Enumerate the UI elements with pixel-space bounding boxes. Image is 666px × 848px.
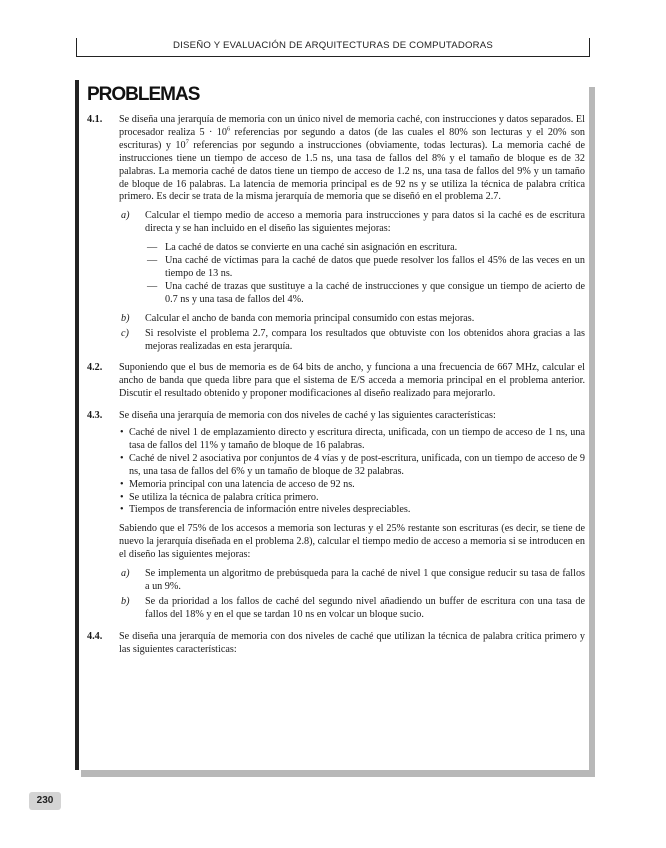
subquestion-list <box>119 210 585 353</box>
exponent: 6 <box>226 125 231 133</box>
subquestion-label: a) <box>121 210 130 222</box>
subquestion-text: Se implementa un algoritmo de prebúsqueda para la caché de nivel 1 que consigue reducir su tasa de fallos a un 9%. <box>145 568 585 592</box>
subquestion-text: Calcular el ancho de banda con memoria principal consumido con estas mejoras. <box>145 312 475 324</box>
subquestion-a <box>119 210 585 306</box>
characteristic-item <box>119 427 585 453</box>
problem-body <box>119 362 585 401</box>
characteristic-text: Se utiliza la técnica de palabra crítica primero. <box>129 491 319 503</box>
problem-number: 4.2. <box>87 362 103 374</box>
problem-statement <box>119 114 585 204</box>
bullet-mark: • <box>120 452 124 464</box>
bullet-mark: • <box>120 427 124 439</box>
section-title: PROBLEMAS <box>87 84 200 105</box>
subquestion-b <box>119 313 585 326</box>
problem-body <box>119 114 585 353</box>
problem-4-3 <box>87 410 585 622</box>
problem-4-2 <box>87 362 585 401</box>
problem-paragraph: Sabiendo que el 75% de los accesos a memoria son lecturas y el 25% restante son escrituras (es decir, se tiene de nuevo la jerarquía diseñada en el problema 2.8), calcular el tiempo medio de acceso a memoria si se introducen en el diseño las siguientes mejoras: <box>119 523 585 561</box>
problem-statement: Suponiendo que el bus de memoria es de 64 bits de ancho, y funciona a una frecuencia de 667 MHz, calcular el ancho de banda que queda libre para que el sistema de E/S acceda a memoria principal en el problema anterior. Discutir el resultado obtenido y proponer modificaciones al diseño realizado para mejorarlo. <box>119 362 585 400</box>
statement-part: referencias por segundo a instrucciones (obviamente, todas lecturas). La memoria caché de instrucciones tiene un tiempo de acceso de 1.5 ns, una tasa de fallos del 8% y el tamaño de bloque es de 32 palabras. La memoria caché de datos tiene un tiempo de acceso de 1.2 ns, una tasa de fallos del 9% y un tamaño de bloque de 16 palabras. La latencia de memoria principal es de 92 ns y se utiliza la técnica de palabra crítica primero. Es decir se trata de la misma jerarquía de memoria que se diseñó en el problema 2.7. <box>119 139 585 203</box>
statement-part: referencias por segundo a datos (de las cuales el 80% son lecturas y el 20% son escrituras) y 10 <box>119 126 586 151</box>
subquestion-list <box>119 568 585 622</box>
problem-body <box>119 410 585 622</box>
subquestion-text: Se da prioridad a los fallos de caché del segundo nivel añadiendo un buffer de escritura con una tasa de fallos del 18% y en el que se tardan 10 ns en volcar un bloque sucio. <box>145 595 585 620</box>
bullet-mark: • <box>120 478 124 490</box>
subquestion-label: a) <box>121 568 130 580</box>
improvement-text: La caché de datos se convierte en una caché sin asignación en escritura. <box>165 242 458 254</box>
dash-mark: — <box>147 242 158 254</box>
problems-box <box>75 80 589 770</box>
problem-body <box>119 631 585 657</box>
bullet-mark: • <box>120 504 124 516</box>
problem-statement: Se diseña una jerarquía de memoria con dos niveles de caché que utilizan la técnica de palabra crítica primero y las siguientes características: <box>119 630 585 655</box>
problem-statement: Se diseña una jerarquía de memoria con dos niveles de caché y las siguientes características: <box>119 410 496 422</box>
dash-mark: — <box>147 280 158 292</box>
subquestion-label: b) <box>121 312 130 324</box>
characteristic-item <box>119 504 585 517</box>
statement-part: Se diseña una jerarquía de memoria con un único nivel de memoria caché, con instrucciones y datos separados. El procesador realiza 5 · 10 <box>119 114 585 138</box>
exponent: 7 <box>185 138 189 146</box>
characteristic-item <box>119 492 585 505</box>
characteristic-item <box>119 453 585 479</box>
subquestion-label: c) <box>121 327 129 339</box>
improvement-item <box>145 242 585 255</box>
bullet-mark: • <box>120 491 124 503</box>
problem-number: 4.4. <box>87 630 103 642</box>
characteristic-item <box>119 479 585 492</box>
improvement-list <box>145 242 585 307</box>
problem-4-1 <box>87 114 585 353</box>
subquestion-label: b) <box>121 595 130 607</box>
problems-content <box>87 80 585 666</box>
problem-number: 4.1. <box>87 114 103 125</box>
characteristic-text: Caché de nivel 1 de emplazamiento directo y escritura directa, unificada, con un tiempo de acceso de 1 ns, una tasa de fallos del 11% y tamaño de bloque de 16 palabras. <box>129 427 585 451</box>
improvement-item <box>145 281 585 307</box>
running-header: DISEÑO Y EVALUACIÓN DE ARQUITECTURAS DE COMPUTADORAS <box>76 38 590 57</box>
characteristic-text: Tiempos de transferencia de información entre niveles despreciables. <box>129 504 411 516</box>
problem-4-4 <box>87 631 585 657</box>
dash-mark: — <box>147 255 158 267</box>
improvement-text: Una caché de trazas que sustituye a la caché de instrucciones y que consigue un tiempo de acierto de 0.7 ns y una tasa de fallos del 4%. <box>165 280 585 305</box>
improvement-item <box>145 255 585 281</box>
subquestion-b <box>119 596 585 622</box>
subquestion-a <box>119 568 585 594</box>
characteristic-text: Memoria principal con una latencia de acceso de 92 ns. <box>129 478 355 490</box>
subquestion-text: Si resolviste el problema 2.7, compara los resultados que obtuviste con los obtenidos ahora gracias a las mejoras realizadas en esta jerarquía. <box>145 327 585 352</box>
improvement-text: Una caché de víctimas para la caché de datos que puede resolver los fallos el 45% de las veces en un tiempo de 13 ns. <box>165 255 585 279</box>
characteristic-text: Caché de nivel 2 asociativa por conjuntos de 4 vías y de post-escritura, unificada, con un tiempo de acceso de 9 ns, una tasa de fallos del 6% y un tamaño de bloque de 32 palabras. <box>129 452 585 477</box>
problem-number: 4.3. <box>87 410 103 422</box>
subquestion-text: Calcular el tiempo medio de acceso a memoria para instrucciones y para datos si la caché es de escritura directa y se han incluido en el diseño las siguientes mejoras: <box>145 210 585 235</box>
subquestion-c <box>119 328 585 354</box>
characteristics-list <box>119 427 585 517</box>
page-number: 230 <box>29 792 61 810</box>
